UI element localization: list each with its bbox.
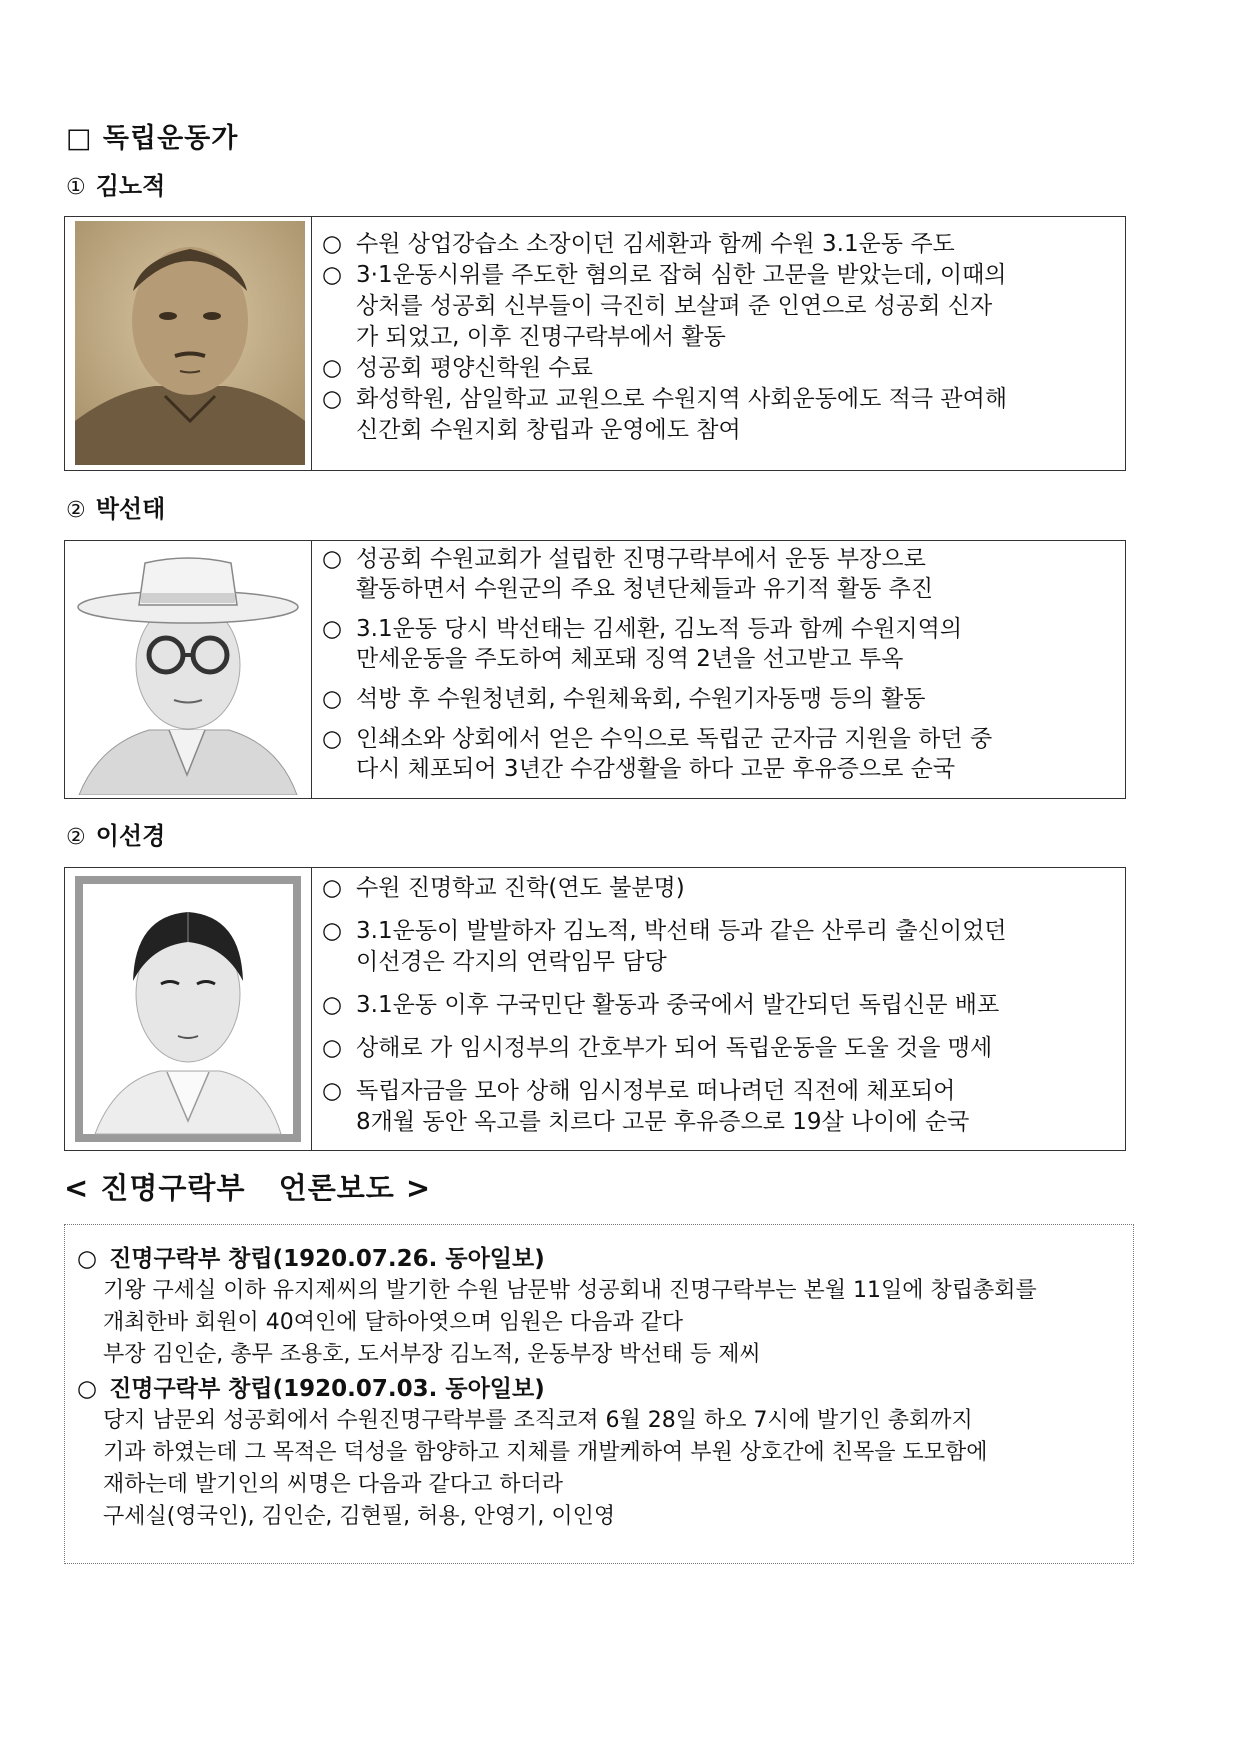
circle-bullet-icon: ○ [322, 262, 343, 288]
photo-cell [65, 541, 312, 798]
detail-item: ○ 3·1운동시위를 주도한 혐의로 잡혀 심한 고문을 받았는데, 이때의 상처를 성공회 신부들이 극진히 보살펴 준 인연으로 성공회 신자 가 되었고, 이후 진명구락부에서 활동 [322, 260, 1115, 353]
person-details [312, 868, 1125, 1150]
circle-bullet-icon: ○ [322, 686, 343, 712]
detail-item: ○ 상해로 가 임시정부의 간호부가 되어 독립운동을 도울 것을 맹세 [322, 1033, 1115, 1064]
person-details [312, 541, 1125, 798]
photo-cell [65, 868, 312, 1150]
person-heading [66, 489, 165, 524]
person-card [64, 540, 1126, 799]
person-details [312, 217, 1125, 470]
press-headline: ○ 진명구락부 창립(1920.07.26. 동아일보) [77, 1246, 545, 1272]
circle-bullet-icon: ○ [322, 355, 343, 381]
circle-bullet-icon: ○ [322, 386, 343, 412]
person-card [64, 216, 1126, 471]
detail-item: ○ 수원 진명학교 진학(연도 불분명) [322, 873, 1115, 904]
person-heading [66, 166, 165, 201]
press-item [77, 1243, 1121, 1371]
detail-item: ○ 성공회 평양신학원 수료 [322, 353, 1115, 384]
press-item [77, 1373, 1121, 1533]
press-box [64, 1224, 1134, 1564]
press-section-title: < 진명구락부 언론보도 > [64, 1171, 432, 1205]
circle-bullet-icon: ○ [322, 875, 343, 901]
circle-bullet-icon: ○ [77, 1376, 98, 1402]
circle-bullet-icon: ○ [322, 992, 343, 1018]
portrait-sketch [75, 876, 301, 1142]
person-number: ② [66, 498, 86, 523]
detail-item: ○ 인쇄소와 상회에서 얻은 수익으로 독립군 군자금 지원을 하던 중 다시 체포되어 3년간 수감생활을 하다 고문 후유증으로 순국 [322, 726, 993, 782]
circle-bullet-icon: ○ [322, 1035, 343, 1061]
circle-bullet-icon: ○ [322, 546, 343, 572]
detail-item: ○ 성공회 수원교회가 설립한 진명구락부에서 운동 부장으로 활동하면서 수원군의 주요 청년단체들과 유기적 활동 추진 [322, 546, 934, 602]
detail-item: ○ 독립자금을 모아 상해 임시정부로 떠나려던 직전에 체포되어 8개월 동안 옥고를 치르다 고문 후유증으로 19살 나이에 순국 [322, 1076, 1115, 1138]
circle-bullet-icon: ○ [322, 918, 343, 944]
person-name: 박선태 [95, 495, 166, 523]
section-title: □ 독립운동가 [66, 123, 239, 154]
detail-item: ○ 수원 상업강습소 소장이던 김세환과 함께 수원 3.1운동 주도 [322, 229, 1115, 260]
detail-item: ○ 석방 후 수원청년회, 수원체육회, 수원기자동맹 등의 활동 [322, 686, 926, 712]
detail-item: ○ 3.1운동이 발발하자 김노적, 박선태 등과 같은 산루리 출신이었던 이선경은 각지의 연락임무 담당 [322, 916, 1115, 978]
portrait-photo [75, 221, 305, 465]
photo-cell [65, 217, 312, 470]
person-card [64, 867, 1126, 1151]
portrait-sketch [69, 545, 307, 795]
person-number: ① [66, 175, 86, 200]
press-headline: ○ 진명구락부 창립(1920.07.03. 동아일보) [77, 1376, 545, 1402]
press-body: 당지 남문외 성공회에서 수원진명구락부를 조직코져 6월 28일 하오 7시에 발기인 총회까지 기과 하였는데 그 목적은 덕성을 함양하고 지체를 개발케하여 부원 상호간에 친목을 도모함에 재하는데 발기인의 씨명은 다음과 같다고 하더라 구세실(영국인), 김인순, 김현필, 허용, 안영기, 이인영 [103, 1408, 988, 1529]
detail-item: ○ 화성학원, 삼일학교 교원으로 수원지역 사회운동에도 적극 관여해 신간회 수원지회 창립과 운영에도 참여 [322, 384, 1115, 446]
detail-item: ○ 3.1운동 당시 박선태는 김세환, 김노적 등과 함께 수원지역의 만세운동을 주도하여 체포돼 징역 2년을 선고받고 투옥 [322, 616, 963, 672]
person-name: 이선경 [95, 822, 166, 850]
person-number: ② [66, 825, 86, 850]
circle-bullet-icon: ○ [322, 616, 343, 642]
circle-bullet-icon: ○ [322, 231, 343, 257]
person-heading [66, 816, 165, 851]
press-body: 기왕 구세실 이하 유지제씨의 발기한 수원 남문밖 성공회내 진명구락부는 본월 11일에 창립총회를 개최한바 회원이 40여인에 달하아엿으며 임원은 다음과 같다 부장 김인순, 총무 조용호, 도서부장 김노적, 운동부장 박선태 등 제씨 [103, 1278, 1037, 1367]
circle-bullet-icon: ○ [322, 1078, 343, 1104]
circle-bullet-icon: ○ [322, 726, 343, 752]
detail-item: ○ 3.1운동 이후 구국민단 활동과 중국에서 발간되던 독립신문 배포 [322, 990, 1115, 1021]
circle-bullet-icon: ○ [77, 1246, 98, 1272]
person-name: 김노적 [95, 172, 166, 200]
